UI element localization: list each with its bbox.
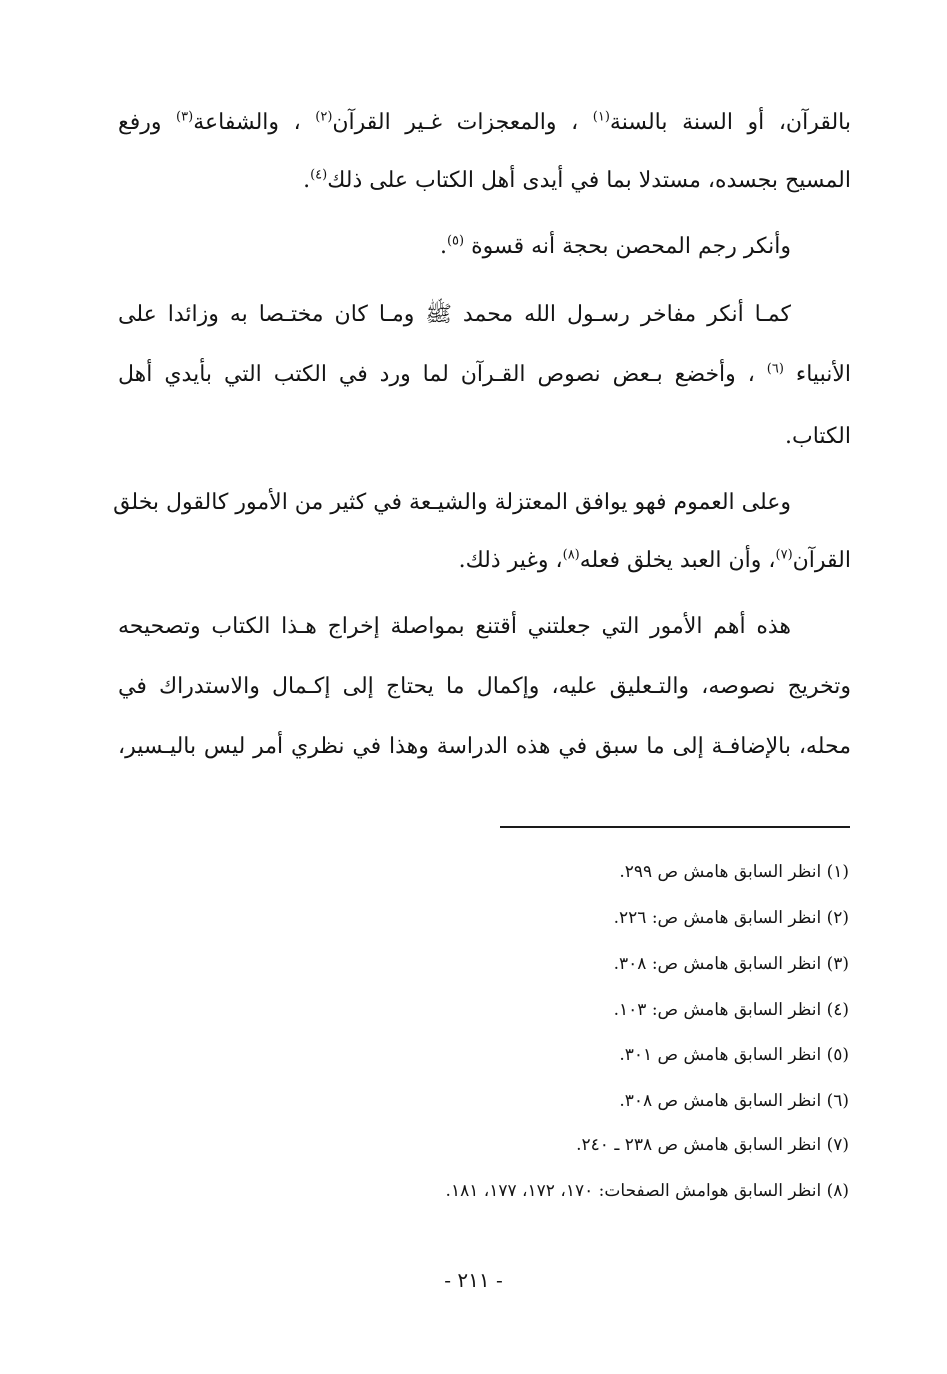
footnote-ref-8: (٨)	[562, 547, 580, 563]
footnote-ref-5: (٥)	[446, 233, 465, 249]
footnote-ref-1: (١)	[592, 109, 610, 125]
body-line-5: الأنبياء $^{(٦)}$ ، وأخضع بـعض نصوص القـرآن لما ورد في الكتب التي بأيدي أهل	[118, 361, 851, 387]
footnote-3: (٣) انظر السابق هامش ص: ٣٠٨.	[613, 954, 849, 974]
footnote-5: (٥) انظر السابق هامش ص ٣٠١.	[619, 1045, 849, 1065]
body-line-2: المسيح بجسده، مستدلا بما في أيدى أهل الكتاب على ذلك$^{(٤)}$.	[303, 167, 851, 193]
footnote-ref-6: (٦)	[766, 361, 784, 377]
footnote-ref-7: (٧)	[775, 547, 793, 563]
footnote-1: (١) انظر السابق هامش ص ٢٩٩.	[619, 862, 849, 882]
footnote-6: (٦) انظر السابق هامش ص ٣٠٨.	[619, 1091, 849, 1111]
footnote-2: (٢) انظر السابق هامش ص: ٢٢٦.	[613, 908, 849, 928]
footnote-4: (٤) انظر السابق هامش ص: ١٠٣.	[613, 1000, 849, 1020]
footnote-8: (٨) انظر السابق هوامش الصفحات: ١٧٠، ١٧٢، ١٧٧، ١٨١.	[445, 1181, 849, 1201]
body-line-8: القرآن$^{(٧)}$، وأن العبد يخلق فعله$^{(٨)}$، وغير ذلك.	[458, 547, 851, 573]
body-line-9: هذه أهم الأمور التي جعلتني أقتنع بمواصلة إخراج هـذا الكتاب وتصحيحه	[118, 614, 791, 639]
body-line-1: بالقرآن، أو السنة بالسنة$^{(١)}$ ، والمعجزات غـير القرآن$^{(٢)}$ ، والشفاعة$^{(٣)}$ ورفع	[118, 109, 851, 135]
body-line-11: محله، بالإضافـة إلى ما سبق في هذه الدراسة وهذا في نظري أمر ليس باليـسير،	[118, 734, 851, 759]
body-line-7: وعلى العموم فهو يوافق المعتزلة والشيـعة في كثير من الأمور كالقول بخلق	[113, 490, 791, 515]
body-line-6: الكتاب.	[784, 424, 851, 449]
footnote-ref-3: (٣)	[176, 109, 194, 125]
footnote-separator	[500, 826, 850, 828]
page-number: - ٢١١ -	[444, 1268, 503, 1292]
body-line-3: وأنكر رجم المحصن بحجة أنه قسوة $^{(٥)}$.	[439, 233, 791, 259]
body-line-10: وتخريج نصوصه، والتـعليق عليه، وإكمال ما يحتاج إلى إكـمال والاستدراك في	[118, 674, 851, 699]
footnote-ref-2: (٢)	[315, 109, 333, 125]
footnote-ref-4: (٤)	[310, 167, 328, 183]
footnote-7: (٧) انظر السابق هامش ص ٢٣٨ ـ ٢٤٠.	[576, 1135, 849, 1155]
body-line-4: كمـا أنكر مفاخر رسـول الله محمد ﷺ ومـا كان مختـصا به وزائدا على	[118, 302, 791, 327]
